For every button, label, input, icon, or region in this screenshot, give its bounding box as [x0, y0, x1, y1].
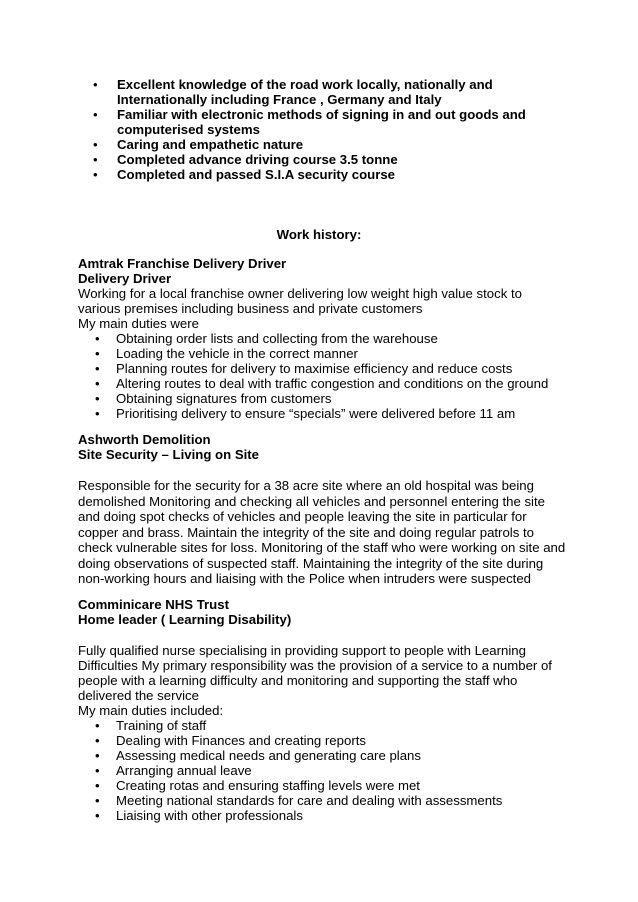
duties-intro: My main duties included: [78, 703, 224, 718]
skill-item [93, 167, 563, 182]
skill-item [93, 152, 563, 167]
skills-list [93, 77, 563, 182]
bullet-icon: • [95, 778, 100, 793]
duty-item [95, 361, 568, 376]
bullet-icon: • [95, 793, 100, 808]
bullet-icon: • [95, 406, 100, 421]
skill-text: Familiar with electronic methods of signing in and out goods and computerised systems [117, 107, 526, 137]
bullet-icon: • [93, 152, 98, 167]
duty-item [95, 793, 568, 808]
job-role: Home leader ( Learning Disability) [78, 612, 292, 627]
duty-text: Altering routes to deal with traffic congestion and conditions on the ground [116, 376, 549, 391]
employer-name: Comminicare NHS Trust [78, 597, 229, 612]
bullet-icon: • [93, 77, 98, 92]
bullet-icon: • [93, 137, 98, 152]
skill-text: Completed and passed S.I.A security course [117, 167, 395, 182]
bullet-icon: • [95, 331, 100, 346]
duty-item [95, 406, 568, 421]
job-section-amtrak [78, 256, 568, 421]
duty-text: Obtaining order lists and collecting from the warehouse [116, 331, 438, 346]
skill-text: Completed advance driving course 3.5 tonne [117, 152, 398, 167]
duty-text: Arranging annual leave [116, 763, 252, 778]
job-description: Working for a local franchise owner delivering low weight high value stock to various premises including business and private customers [78, 286, 522, 316]
bullet-icon: • [95, 748, 100, 763]
bullet-icon: • [93, 107, 98, 122]
employer-name: Amtrak Franchise Delivery Driver [78, 256, 287, 271]
bullet-icon: • [95, 733, 100, 748]
skill-text: Caring and empathetic nature [117, 137, 304, 152]
work-history-heading: Work history: [276, 227, 362, 242]
duty-item [95, 346, 568, 361]
job-role: Delivery Driver [78, 271, 172, 286]
job-description: Responsible for the security for a 38 acre site where an old hospital was being demolished Monitoring and checking all vehicles and personnel entering the site and doing spot checks of vehicles and people leaving the site in particular for copper and brass. Maintain the integrity of the site and doing regular patrols to check vulnerable sites for loss. Monitoring of the staff who were working on site and doing observations of suspected staff. Maintaining the integrity of the site during non-working hours and liaising with the Police when intruders were suspected [78, 478, 566, 586]
skill-item [93, 107, 563, 137]
skill-text: Excellent knowledge of the road work locally, nationally and Internationally including France , Germany and Italy [117, 77, 493, 107]
duty-item [95, 391, 568, 406]
job-section-comminicare [78, 597, 568, 823]
bullet-icon: • [93, 167, 98, 182]
duty-text: Assessing medical needs and generating care plans [116, 748, 421, 763]
duty-text: Training of staff [116, 718, 207, 733]
duty-text: Planning routes for delivery to maximise efficiency and reduce costs [116, 361, 513, 376]
duty-text: Loading the vehicle in the correct manner [116, 346, 358, 361]
duty-item [95, 748, 568, 763]
duty-item [95, 778, 568, 793]
bullet-icon: • [95, 718, 100, 733]
job-section-ashworth [78, 432, 568, 587]
duty-text: Dealing with Finances and creating reports [116, 733, 366, 748]
duty-item [95, 763, 568, 778]
duties-list [78, 718, 568, 823]
duty-item [95, 718, 568, 733]
skill-item [93, 137, 563, 152]
duty-text: Obtaining signatures from customers [116, 391, 332, 406]
skill-item [93, 77, 563, 107]
job-role: Site Security – Living on Site [78, 447, 260, 462]
duty-item [95, 733, 568, 748]
duty-text: Meeting national standards for care and dealing with assessments [116, 793, 503, 808]
bullet-icon: • [95, 763, 100, 778]
duty-item [95, 331, 568, 346]
bullet-icon: • [95, 361, 100, 376]
duties-intro: My main duties were [78, 316, 199, 331]
duty-item [95, 808, 568, 823]
bullet-icon: • [95, 346, 100, 361]
duty-text: Creating rotas and ensuring staffing levels were met [116, 778, 420, 793]
duty-item [95, 376, 568, 391]
bullet-icon: • [95, 391, 100, 406]
bullet-icon: • [95, 376, 100, 391]
bullet-icon: • [95, 808, 100, 823]
employer-name: Ashworth Demolition [78, 432, 211, 447]
duty-text: Prioritising delivery to ensure “specials” were delivered before 11 am [116, 406, 516, 421]
job-description: Fully qualified nurse specialising in providing support to people with Learning Difficulties My primary responsibility was the provision of a service to a number of people with a learning difficulty and monitoring and supporting the staff who delivered the service [78, 643, 552, 703]
duty-text: Liaising with other professionals [116, 808, 303, 823]
duties-list [78, 331, 568, 421]
